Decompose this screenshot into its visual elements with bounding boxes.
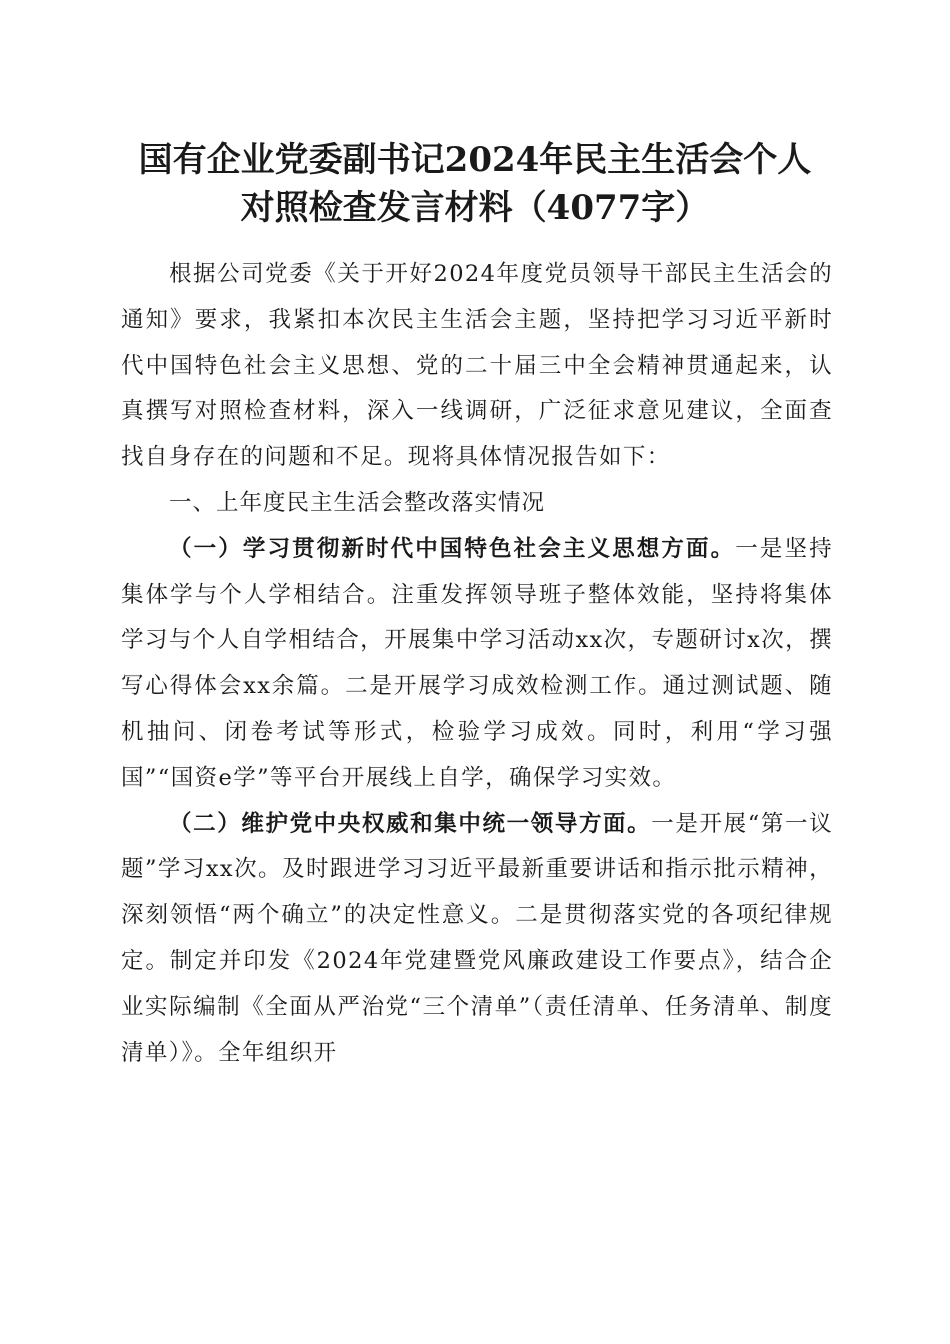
subsection-1-text: 一是坚持集体学与个人学相结合。注重发挥领导班子整体效能，坚持将集体学习与个人自学相结合，开展集中学习活动xx次，专题研讨x次，撰写心得体会xx余篇。二是开展学习成效检测工作。通过测试题、随机抽问、闭卷考试等形式，检验学习成效。同时，利用“学习强国”“国资e学”等平台开展线上自学，确保学习实效。 xyxy=(121,535,833,791)
subsection-1-lead: （一）学习贯彻新时代中国特色社会主义思想方面。 xyxy=(169,535,736,562)
intro-paragraph: 根据公司党委《关于开好2024年度党员领导干部民主生活会的通知》要求，我紧扣本次民主生活会主题，坚持把学习习近平新时代中国特色社会主义思想、党的二十届三中全会精神贯通起来，认真撰写对照检查材料，深入一线调研，广泛征求意见建议，全面查找自身存在的问题和不足。现将具体情况报告如下： xyxy=(121,261,833,471)
title-line-2: 对照检查发言材料（4077字） xyxy=(240,188,710,228)
subsection-1-paragraph xyxy=(121,527,833,802)
subsection-2-text: 一是开展“第一议题”学习xx次。及时跟进学习习近平最新重要讲话和指示批示精神，深刻领悟“两个确立”的决定性意义。二是贯彻落实党的各项纪律规定。制定并印发《2024年党建暨党风廉政建设工作要点》，结合企业实际编制《全面从严治党“三个清单”（责任清单、任务清单、制度清单）》。全年组织开 xyxy=(121,810,833,1066)
section-heading: 一、上年度民主生活会整改落实情况 xyxy=(169,489,546,516)
subsection-2-paragraph xyxy=(121,802,833,1077)
subsection-2-lead: （二）维护党中央权威和集中统一领导方面。 xyxy=(169,810,652,837)
document-title xyxy=(100,136,850,232)
document-body xyxy=(121,252,833,1076)
title-line-1: 国有企业党委副书记2024年民主生活会个人 xyxy=(138,140,812,180)
